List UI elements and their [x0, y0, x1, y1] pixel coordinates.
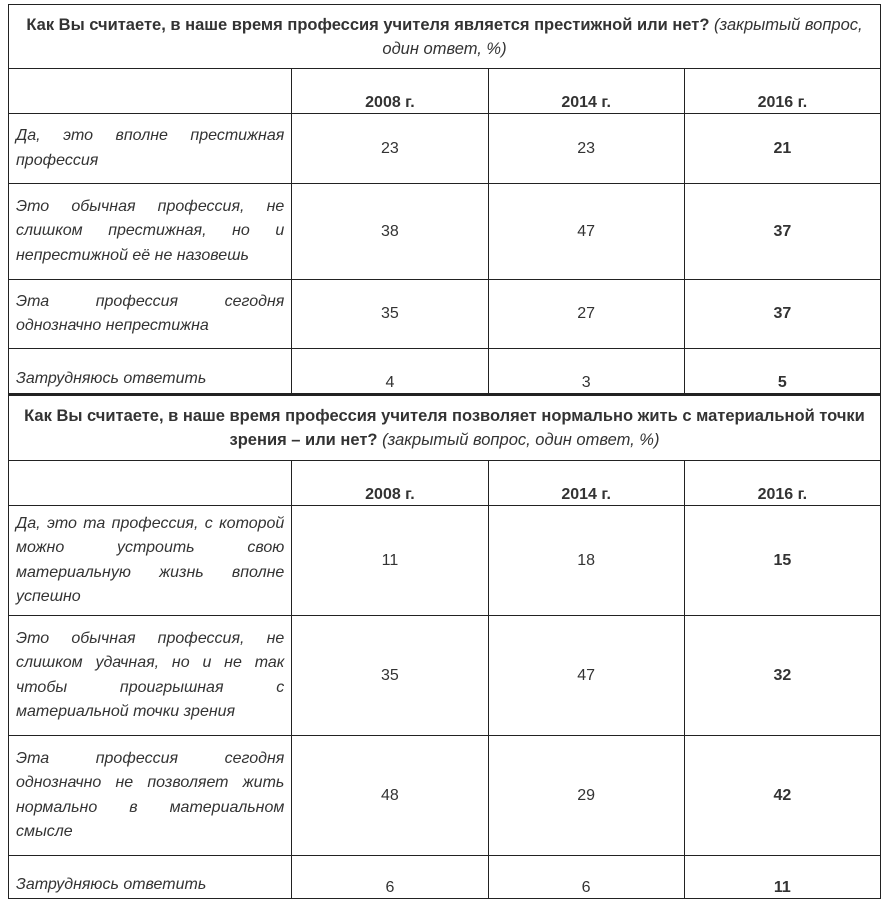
row-label: Затрудняюсь ответить	[9, 349, 292, 394]
table-row	[9, 114, 881, 184]
value-cell-2008: 48	[292, 736, 488, 856]
value-cell-2008: 6	[292, 856, 488, 899]
header-cell-2014: 2014 г.	[488, 461, 684, 506]
table-header-row	[9, 461, 881, 506]
table-row	[9, 736, 881, 856]
value-cell-2008: 4	[292, 349, 488, 394]
value-cell-2008: 38	[292, 184, 488, 280]
value-cell-2008: 35	[292, 616, 488, 736]
question-note: (закрытый вопрос, один ответ, %)	[382, 431, 660, 449]
table-row	[9, 856, 881, 899]
value-cell-2016: 32	[684, 616, 880, 736]
table-caption-row	[9, 5, 881, 69]
value-cell-2014: 47	[488, 616, 684, 736]
value-cell-2008: 35	[292, 280, 488, 349]
value-cell-2014: 6	[488, 856, 684, 899]
table-row	[9, 349, 881, 394]
value-cell-2016: 37	[684, 280, 880, 349]
table-row	[9, 280, 881, 349]
row-label: Затрудняюсь ответить	[9, 856, 292, 899]
value-cell-2014: 29	[488, 736, 684, 856]
header-cell-2014: 2014 г.	[488, 69, 684, 114]
question-note: (закрытый вопрос, один ответ, %)	[382, 15, 863, 58]
value-cell-2016: 42	[684, 736, 880, 856]
value-cell-2016: 15	[684, 506, 880, 616]
header-cell-2016: 2016 г.	[684, 461, 880, 506]
value-cell-2016: 11	[684, 856, 880, 899]
header-cell-empty	[9, 461, 292, 506]
table-row	[9, 616, 881, 736]
question-text: Как Вы считаете, в наше время профессия учителя является престижной или нет?	[26, 15, 710, 34]
row-label: Эта профессия сегодня однозначно непрестижна	[9, 280, 292, 349]
table-row	[9, 184, 881, 280]
value-cell-2008: 23	[292, 114, 488, 184]
table-caption	[9, 5, 881, 69]
value-cell-2014: 27	[488, 280, 684, 349]
survey-table-prestige	[8, 4, 881, 395]
table-row	[9, 506, 881, 616]
question-text: Как Вы считаете, в наше время профессия учителя позволяет нормально жить с материальной точки зрения – или нет?	[24, 407, 865, 449]
table-caption	[9, 396, 881, 461]
value-cell-2016: 21	[684, 114, 880, 184]
value-cell-2008: 11	[292, 506, 488, 616]
value-cell-2014: 3	[488, 349, 684, 394]
row-label: Это обычная профессия, не слишком удачная, но и не так чтобы проигрышная с материальной точки зрения	[9, 616, 292, 736]
row-label: Эта профессия сегодня однозначно не позволяет жить нормально в материальном смысле	[9, 736, 292, 856]
table-caption-row	[9, 396, 881, 461]
value-cell-2016: 37	[684, 184, 880, 280]
row-label: Это обычная профессия, не слишком престижная, но и непрестижной её не назовешь	[9, 184, 292, 280]
value-cell-2014: 23	[488, 114, 684, 184]
header-cell-2008: 2008 г.	[292, 69, 488, 114]
value-cell-2014: 18	[488, 506, 684, 616]
survey-table-material	[8, 395, 881, 899]
row-label: Да, это та профессия, с которой можно устроить свою материальную жизнь вполне успешно	[9, 506, 292, 616]
header-cell-2008: 2008 г.	[292, 461, 488, 506]
header-cell-empty	[9, 69, 292, 114]
table-header-row	[9, 69, 881, 114]
value-cell-2014: 47	[488, 184, 684, 280]
row-label: Да, это вполне престижная профессия	[9, 114, 292, 184]
value-cell-2016: 5	[684, 349, 880, 394]
header-cell-2016: 2016 г.	[684, 69, 880, 114]
